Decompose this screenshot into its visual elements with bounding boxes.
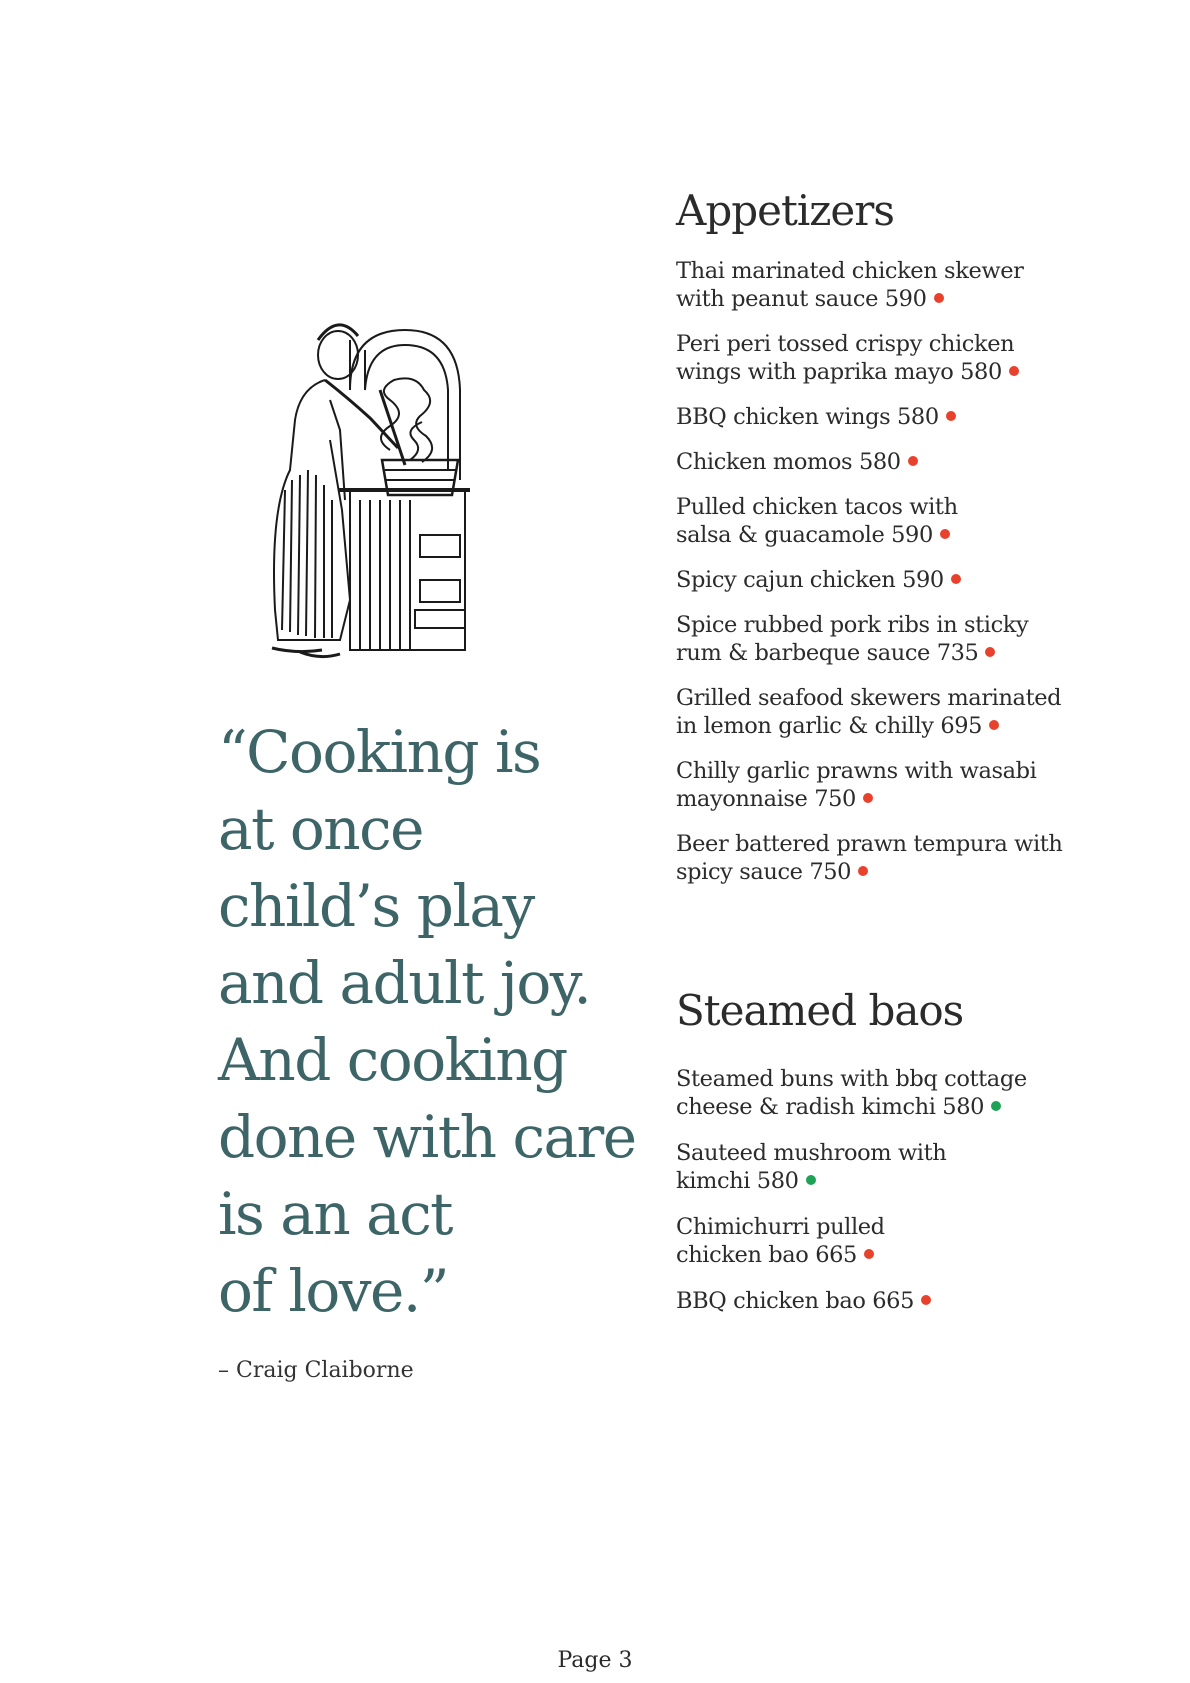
menu-item-text: chicken bao 665	[676, 1241, 1116, 1269]
menu-item	[676, 1287, 1116, 1315]
non-veg-dot-icon	[858, 866, 868, 876]
non-veg-dot-icon	[863, 793, 873, 803]
veg-dot-icon	[806, 1175, 816, 1185]
non-veg-dot-icon	[934, 293, 944, 303]
menu-item-text: Pulled chicken tacos with	[676, 494, 958, 520]
menu-item-text: BBQ chicken wings 580	[676, 403, 1116, 431]
menu-item	[676, 1139, 1116, 1195]
menu-item-text: mayonnaise 750	[676, 785, 1116, 813]
menu-item	[676, 757, 1116, 813]
menu-item-text: with peanut sauce 590	[676, 285, 1116, 313]
page-number: Page 3	[557, 1648, 633, 1673]
quote-line: of love.”	[218, 1257, 448, 1325]
quote-text	[218, 714, 658, 1330]
menu-item	[676, 611, 1116, 667]
menu-item	[676, 830, 1116, 886]
menu-item	[676, 566, 1116, 594]
menu-item-text: salsa & guacamole 590	[676, 521, 1116, 549]
non-veg-dot-icon	[989, 720, 999, 730]
appetizers-section	[676, 186, 1116, 903]
non-veg-dot-icon	[985, 647, 995, 657]
menu-item-text: Thai marinated chicken skewer	[676, 258, 1024, 284]
menu-item-text: BBQ chicken bao 665	[676, 1287, 1116, 1315]
menu-item-text: Spicy cajun chicken 590	[676, 566, 1116, 594]
menu-item	[676, 684, 1116, 740]
quote-line: child’s play	[218, 872, 534, 940]
menu-item	[676, 403, 1116, 431]
quote-line: And cooking	[218, 1026, 567, 1094]
non-veg-dot-icon	[864, 1249, 874, 1259]
menu-item-text: Chilly garlic prawns with wasabi	[676, 758, 1037, 784]
menu-item-text: cheese & radish kimchi 580	[676, 1093, 1116, 1121]
menu-item-text: Spice rubbed pork ribs in sticky	[676, 612, 1029, 638]
menu-item-text: rum & barbeque sauce 735	[676, 639, 1116, 667]
cook-illustration	[230, 310, 500, 690]
steamed-baos-section	[676, 986, 1116, 1333]
menu-item-text: Sauteed mushroom with	[676, 1140, 947, 1166]
menu-item-text: Beer battered prawn tempura with	[676, 831, 1063, 857]
non-veg-dot-icon	[1009, 366, 1019, 376]
menu-item-text: Peri peri tossed crispy chicken	[676, 331, 1015, 357]
non-veg-dot-icon	[908, 456, 918, 466]
menu-item	[676, 330, 1116, 386]
menu-item-text: Chicken momos 580	[676, 448, 1116, 476]
veg-dot-icon	[991, 1101, 1001, 1111]
non-veg-dot-icon	[951, 574, 961, 584]
menu-item	[676, 448, 1116, 476]
quote-line: done with care	[218, 1103, 636, 1171]
menu-list	[676, 257, 1116, 886]
non-veg-dot-icon	[921, 1295, 931, 1305]
menu-list	[676, 1065, 1116, 1315]
menu-item-text: wings with paprika mayo 580	[676, 358, 1116, 386]
quote-author: – Craig Claiborne	[218, 1358, 414, 1383]
quote-line: at once	[218, 795, 423, 863]
quote-line: “Cooking is	[218, 718, 541, 786]
menu-item-text: in lemon garlic & chilly 695	[676, 712, 1116, 740]
menu-item	[676, 1213, 1116, 1269]
menu-item-text: Chimichurri pulled	[676, 1214, 885, 1240]
menu-item-text: kimchi 580	[676, 1167, 1116, 1195]
menu-item	[676, 1065, 1116, 1121]
menu-item-text: Grilled seafood skewers marinated	[676, 685, 1062, 711]
menu-item	[676, 257, 1116, 313]
menu-item-text: spicy sauce 750	[676, 858, 1116, 886]
menu-item-text: Steamed buns with bbq cottage	[676, 1066, 1027, 1092]
menu-item	[676, 493, 1116, 549]
quote-line: is an act	[218, 1180, 452, 1248]
section-title: Steamed baos	[676, 986, 964, 1035]
non-veg-dot-icon	[940, 529, 950, 539]
quote-line: and adult joy.	[218, 949, 591, 1017]
section-title: Appetizers	[676, 186, 894, 235]
non-veg-dot-icon	[946, 411, 956, 421]
